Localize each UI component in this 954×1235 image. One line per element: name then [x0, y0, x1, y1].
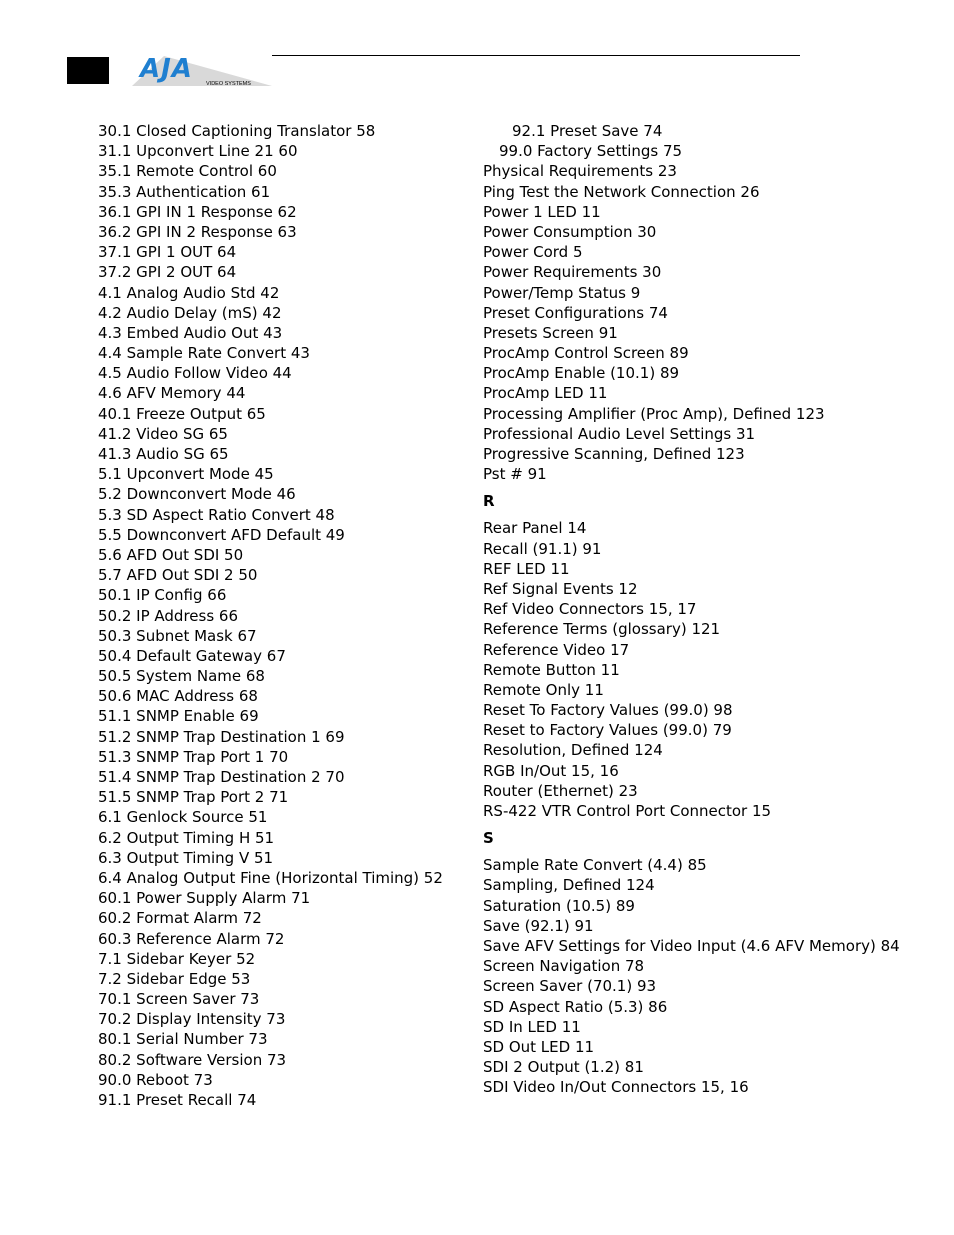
index-entry: Physical Requirements 23	[483, 162, 677, 181]
index-entry: ProcAmp LED 11	[483, 384, 608, 403]
index-entry: Sample Rate Convert (4.4) 85	[483, 856, 707, 875]
page-tab-marker	[67, 57, 109, 84]
index-entry: 50.4 Default Gateway 67	[98, 646, 286, 665]
index-entry: 5.6 AFD Out SDI 50	[98, 545, 244, 564]
index-entry: Reference Video 17	[483, 640, 630, 659]
logo-wordmark: AJA	[140, 54, 193, 84]
index-entry: 35.1 Remote Control 60	[98, 162, 277, 181]
index-entry: Ref Signal Events 12	[483, 579, 638, 598]
index-entry: 80.2 Software Version 73	[98, 1050, 287, 1069]
index-entry: 36.1 GPI IN 1 Response 62	[98, 202, 297, 221]
index-entry: Pst # 91	[483, 465, 547, 484]
index-entry: Progressive Scanning, Defined 123	[483, 445, 745, 463]
index-entry: Reset to Factory Values (99.0) 79	[483, 721, 732, 740]
index-entry: 5.1 Upconvert Mode 45	[98, 465, 274, 484]
index-subentry: 99.0 Factory Settings 75	[499, 142, 683, 161]
section-heading-r: R	[483, 492, 495, 511]
index-entry: 5.5 Downconvert AFD Default 49	[98, 525, 345, 544]
index-entry: Save AFV Settings for Video Input (4.6 AFV Memory) 84	[483, 936, 900, 955]
index-entry: 51.2 SNMP Trap Destination 1 69	[98, 727, 345, 746]
index-entry: 50.1 IP Config 66	[98, 586, 227, 605]
index-entry: 41.3 Audio SG 65	[98, 445, 229, 463]
index-entry: Remote Button 11	[483, 660, 620, 679]
index-entry: 51.1 SNMP Enable 69	[98, 707, 259, 726]
index-entry: 6.4 Analog Output Fine (Horizontal Timing) 52	[98, 868, 443, 887]
index-entry: 35.3 Authentication 61	[98, 182, 271, 201]
index-entry: 6.1 Genlock Source 51	[98, 808, 268, 827]
index-entry: 5.2 Downconvert Mode 46	[98, 485, 296, 504]
index-entry: Screen Saver (70.1) 93	[483, 977, 657, 996]
index-entry: Power/Temp Status 9	[483, 283, 641, 302]
index-entry: Rear Panel 14	[483, 519, 587, 538]
index-entry: 4.5 Audio Follow Video 44	[98, 364, 292, 383]
index-entry: 50.3 Subnet Mask 67	[98, 626, 257, 645]
index-entry: ProcAmp Control Screen 89	[483, 344, 689, 363]
index-entry: Sampling, Defined 124	[483, 876, 655, 895]
index-entry: Processing Amplifier (Proc Amp), Defined 123	[483, 404, 825, 423]
index-entry: Power Consumption 30	[483, 222, 657, 241]
index-entry: 6.2 Output Timing H 51	[98, 828, 275, 847]
logo-subtext: VIDEO SYSTEMS	[206, 81, 251, 87]
index-entry: Resolution, Defined 124	[483, 741, 663, 760]
index-entry: Ping Test the Network Connection 26	[483, 182, 760, 201]
index-entry: 91.1 Preset Recall 74	[98, 1091, 257, 1109]
index-entry: Reference Terms (glossary) 121	[483, 620, 721, 639]
index-entry: 4.6 AFV Memory 44	[98, 384, 246, 403]
index-entry: Professional Audio Level Settings 31	[483, 424, 756, 443]
index-entry: 5.7 AFD Out SDI 2 50	[98, 566, 258, 585]
header-rule	[272, 55, 800, 56]
index-entry: 50.5 System Name 68	[98, 667, 265, 686]
index-entry: SD Aspect Ratio (5.3) 86	[483, 997, 668, 1016]
index-entry: 30.1 Closed Captioning Translator 58	[98, 122, 376, 140]
index-entry: Preset Configurations 74	[483, 303, 668, 322]
index-entry: Reset To Factory Values (99.0) 98	[483, 701, 733, 720]
index-entry: SD Out LED 11	[483, 1037, 595, 1056]
index-entry: Ref Video Connectors 15, 17	[483, 600, 697, 619]
index-subentry: 92.1 Preset Save 74	[512, 122, 663, 140]
index-entry: 70.2 Display Intensity 73	[98, 1010, 286, 1029]
index-entry: 70.1 Screen Saver 73	[98, 990, 260, 1009]
index-entry: 50.2 IP Address 66	[98, 606, 238, 625]
index-entry: Screen Navigation 78	[483, 957, 645, 976]
index-entry: 4.1 Analog Audio Std 42	[98, 283, 280, 302]
index-entry: Presets Screen 91	[483, 323, 618, 342]
index-entry: 60.2 Format Alarm 72	[98, 909, 262, 928]
index-entry: 37.2 GPI 2 OUT 64	[98, 263, 237, 282]
index-entry: SDI 2 Output (1.2) 81	[483, 1058, 644, 1077]
index-entry: 36.2 GPI IN 2 Response 63	[98, 222, 297, 241]
index-entry: 6.3 Output Timing V 51	[98, 848, 274, 867]
index-entry: Router (Ethernet) 23	[483, 781, 638, 800]
index-entry: RS-422 VTR Control Port Connector 15	[483, 802, 772, 820]
index-entry: Remote Only 11	[483, 680, 604, 699]
index-entry: 7.1 Sidebar Keyer 52	[98, 949, 256, 968]
index-entry: 31.1 Upconvert Line 21 60	[98, 142, 298, 161]
index-entry: Power Requirements 30	[483, 263, 662, 282]
index-entry: Power 1 LED 11	[483, 202, 601, 221]
index-entry: 80.1 Serial Number 73	[98, 1030, 268, 1049]
index-entry: 5.3 SD Aspect Ratio Convert 48	[98, 505, 335, 524]
index-right-column	[483, 121, 900, 1097]
index-entry: 41.2 Video SG 65	[98, 424, 228, 443]
index-entry: 51.3 SNMP Trap Port 1 70	[98, 747, 289, 766]
index-entry: Recall (91.1) 91	[483, 539, 602, 558]
index-entry: SD In LED 11	[483, 1017, 581, 1036]
index-entry: 4.4 Sample Rate Convert 43	[98, 344, 310, 363]
index-entry: RGB In/Out 15, 16	[483, 761, 619, 780]
index-entry: 50.6 MAC Address 68	[98, 687, 258, 706]
index-entry: 60.3 Reference Alarm 72	[98, 929, 285, 948]
aja-logo	[112, 50, 274, 90]
index-entry: 51.4 SNMP Trap Destination 2 70	[98, 768, 345, 786]
index-entry: 37.1 GPI 1 OUT 64	[98, 243, 237, 262]
index-entry: SDI Video In/Out Connectors 15, 16	[483, 1078, 749, 1097]
index-entry: ProcAmp Enable (10.1) 89	[483, 364, 680, 383]
index-entry: 4.2 Audio Delay (mS) 42	[98, 303, 282, 322]
index-entry: Power Cord 5	[483, 243, 583, 262]
section-heading-s: S	[483, 829, 494, 848]
index-entry: 40.1 Freeze Output 65	[98, 404, 266, 423]
index-entry: 90.0 Reboot 73	[98, 1070, 213, 1089]
index-entry: 60.1 Power Supply Alarm 71	[98, 889, 311, 908]
index-entry: 51.5 SNMP Trap Port 2 71	[98, 788, 289, 807]
index-entry: Save (92.1) 91	[483, 916, 594, 935]
index-entry: 4.3 Embed Audio Out 43	[98, 323, 283, 342]
index-entry: REF LED 11	[483, 559, 570, 578]
index-entry: 7.2 Sidebar Edge 53	[98, 969, 251, 988]
index-entry: Saturation (10.5) 89	[483, 896, 635, 915]
index-left-column	[98, 121, 443, 1110]
